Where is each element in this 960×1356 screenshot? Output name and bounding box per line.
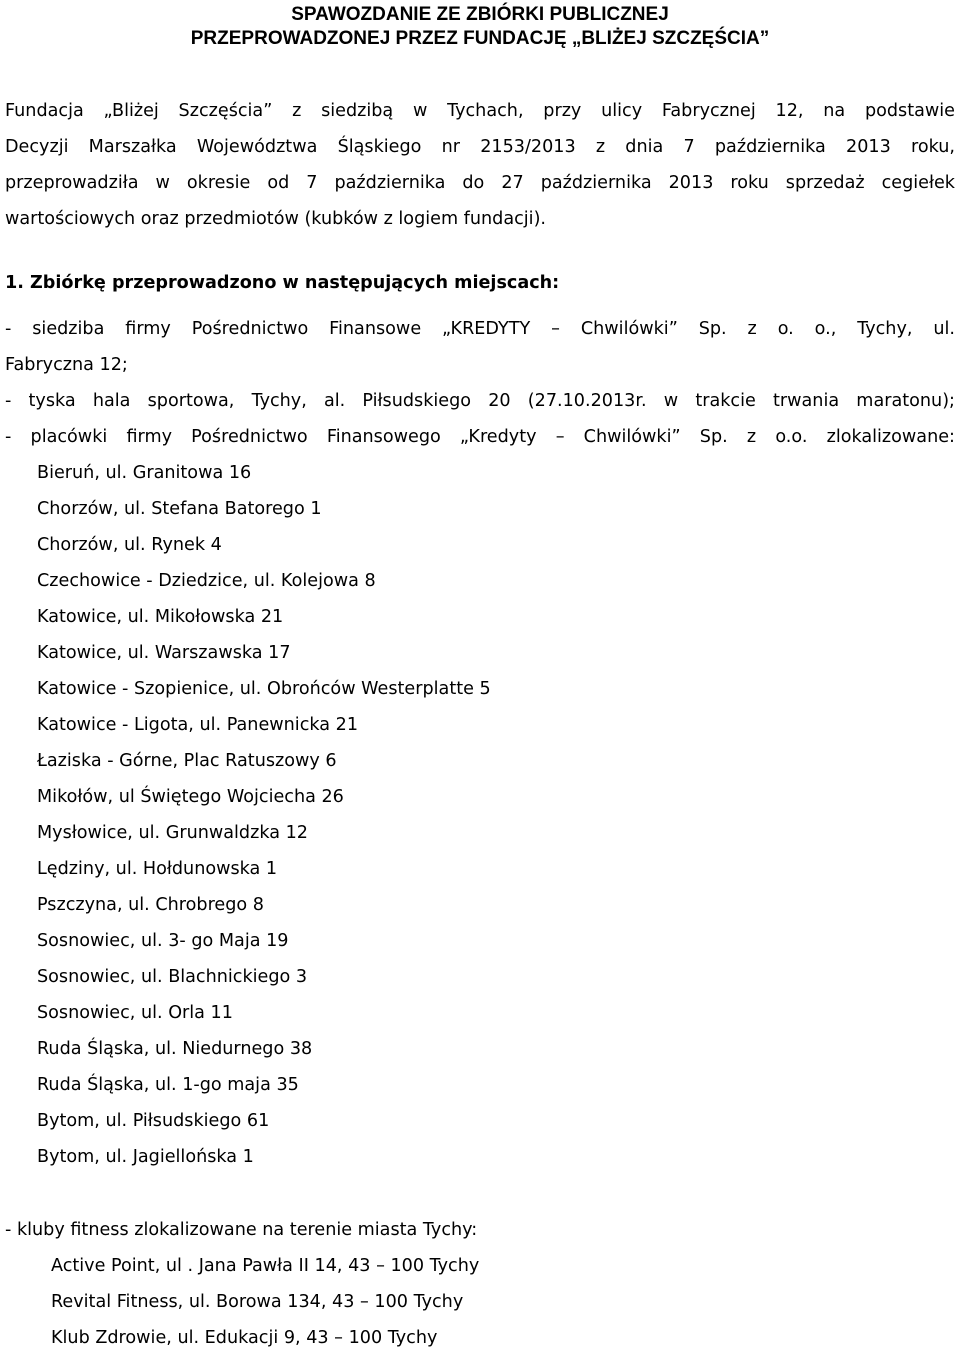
intro-paragraph — [5, 93, 955, 237]
fitness-club-address: Klub Zdrowie, ul. Edukacji 9, 43 – 100 Tychy — [51, 1328, 438, 1348]
branch-address: Bytom, ul. Jagiellońska 1 — [37, 1147, 254, 1167]
intro-line: przeprowadziła w okresie od 7 października do 27 października 2013 roku sprzedaż cegiełek — [5, 173, 955, 193]
branch-address: Bytom, ul. Piłsudskiego 61 — [37, 1111, 270, 1131]
branch-address: Sosnowiec, ul. 3- go Maja 19 — [37, 931, 289, 951]
branch-address: Chorzów, ul. Rynek 4 — [37, 535, 222, 555]
branch-address: Katowice, ul. Mikołowska 21 — [37, 607, 284, 627]
branch-address: Sosnowiec, ul. Blachnickiego 3 — [37, 967, 308, 987]
branch-address: Łaziska - Górne, Plac Ratuszowy 6 — [37, 751, 337, 771]
location-item: - placówki firmy Pośrednictwo Finansowego „Kredyty – Chwilówki” Sp. z o.o. zlokalizowane: — [5, 427, 955, 447]
location-item: - kluby fitness zlokalizowane na terenie miasta Tychy: — [5, 1220, 478, 1240]
branch-address: Bieruń, ul. Granitowa 16 — [37, 463, 252, 483]
branch-address: Sosnowiec, ul. Orla 11 — [37, 1003, 233, 1023]
document-title-line-2: PRZEPROWADZONEJ PRZEZ FUNDACJĘ „BLIŻEJ SZCZĘŚCIA” — [190, 28, 770, 49]
branch-address: Mikołów, ul Świętego Wojciecha 26 — [37, 787, 344, 807]
fitness-club-address: Active Point, ul . Jana Pawła II 14, 43 – 100 Tychy — [51, 1256, 480, 1276]
intro-line: wartościowych oraz przedmiotów (kubków z logiem fundacji). — [5, 209, 547, 229]
intro-line: Fundacja „Bliżej Szczęścia” z siedzibą w Tychach, przy ulicy Fabrycznej 12, na podstawie — [5, 101, 955, 121]
location-item-line: Fabryczna 12; — [5, 355, 128, 375]
branch-address: Katowice, ul. Warszawska 17 — [37, 643, 291, 663]
branch-address: Katowice - Ligota, ul. Panewnicka 21 — [37, 715, 359, 735]
branch-address: Chorzów, ul. Stefana Batorego 1 — [37, 499, 322, 519]
branch-address: Pszczyna, ul. Chrobrego 8 — [37, 895, 264, 915]
branch-address: Ruda Śląska, ul. Niedurnego 38 — [37, 1039, 313, 1059]
fitness-club-address: Revital Fitness, ul. Borowa 134, 43 – 100 Tychy — [51, 1292, 464, 1312]
location-item-line: - siedziba firmy Pośrednictwo Finansowe „KREDYTY – Chwilówki” Sp. z o. o., Tychy, ul. — [5, 319, 955, 339]
branch-address: Czechowice - Dziedzice, ul. Kolejowa 8 — [37, 571, 376, 591]
location-item: - tyska hala sportowa, Tychy, al. Piłsudskiego 20 (27.10.2013r. w trakcie trwania maratonu); — [5, 391, 955, 411]
branch-address: Ruda Śląska, ul. 1-go maja 35 — [37, 1075, 299, 1095]
branch-address: Katowice - Szopienice, ul. Obrońców Westerplatte 5 — [37, 679, 491, 699]
intro-line: Decyzji Marszałka Województwa Śląskiego nr 2153/2013 z dnia 7 października 2013 roku, — [5, 137, 955, 157]
branch-address: Lędziny, ul. Hołdunowska 1 — [37, 859, 278, 879]
section-1-heading: 1. Zbiórkę przeprowadzono w następujących miejscach: — [5, 273, 560, 293]
document-title-line-1: SPAWOZDANIE ZE ZBIÓRKI PUBLICZNEJ — [291, 4, 669, 25]
branch-address: Mysłowice, ul. Grunwaldzka 12 — [37, 823, 308, 843]
